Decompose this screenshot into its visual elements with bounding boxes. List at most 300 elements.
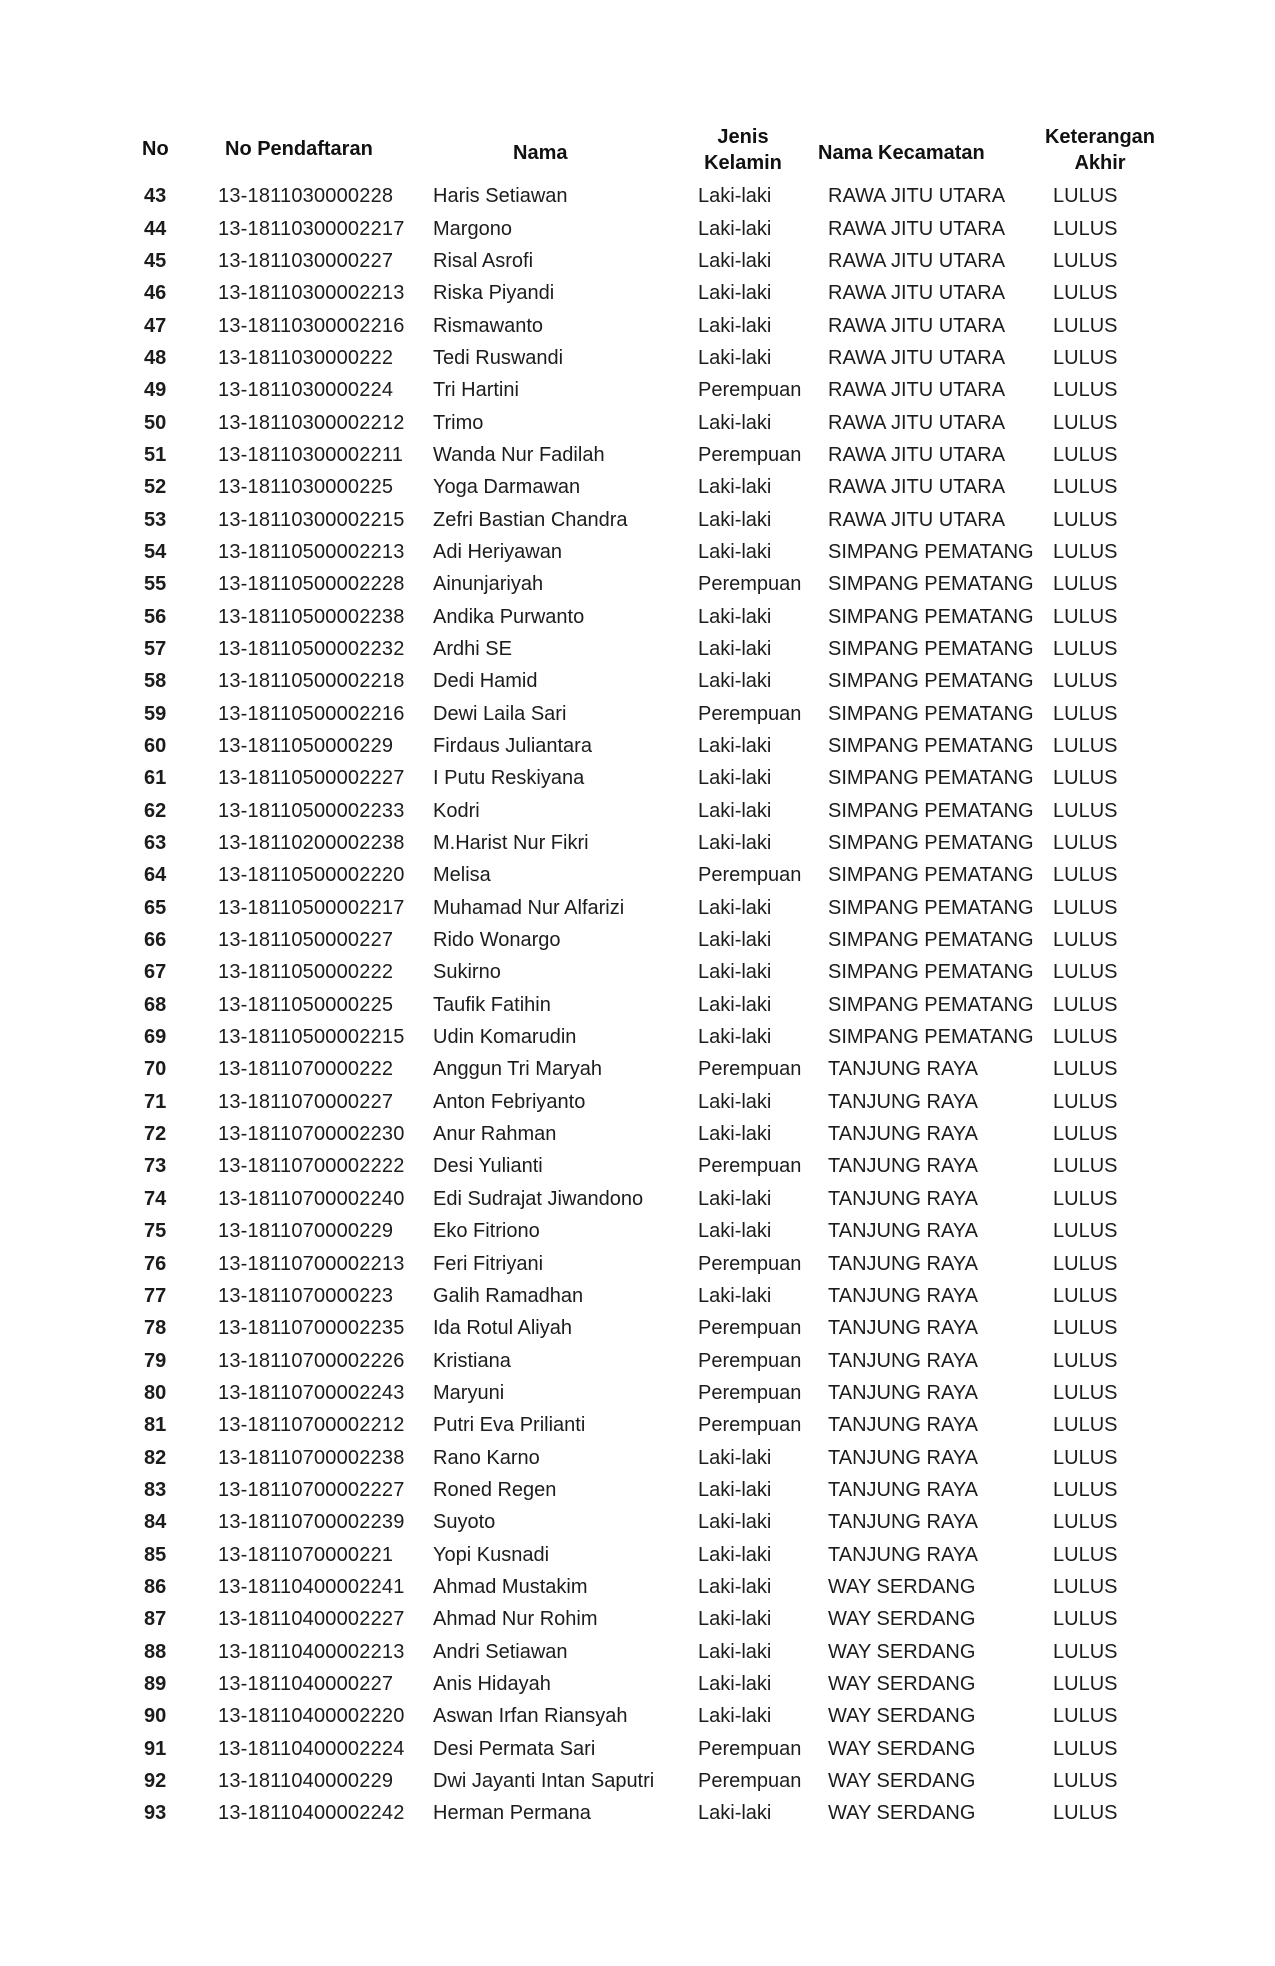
final-status-cell: LULUS (1053, 1672, 1118, 1695)
row-number-cell: 83 (144, 1478, 167, 1501)
district-name-cell: SIMPANG PEMATANG (828, 993, 1034, 1016)
row-number-cell: 80 (144, 1381, 167, 1404)
final-status-cell: LULUS (1053, 1737, 1118, 1760)
row-number-cell: 44 (144, 217, 167, 240)
header-nama: Nama (513, 142, 568, 164)
participant-name-cell: Edi Sudrajat Jiwandono (433, 1187, 644, 1210)
table-row (130, 827, 1173, 859)
participant-name-cell: Adi Heriyawan (433, 540, 562, 563)
district-name-cell: WAY SERDANG (828, 1608, 976, 1631)
gender-cell: Perempuan (698, 573, 802, 596)
district-name-cell: SIMPANG PEMATANG (828, 540, 1034, 563)
table-row (130, 439, 1173, 471)
final-status-cell: LULUS (1053, 993, 1118, 1016)
participant-name-cell: Muhamad Nur Alfarizi (433, 896, 625, 919)
table-row (130, 1183, 1173, 1215)
participant-table-body (130, 180, 1173, 1830)
final-status-cell: LULUS (1053, 1511, 1118, 1534)
table-row (130, 924, 1173, 956)
final-status-cell: LULUS (1053, 1608, 1118, 1631)
row-number-cell: 64 (144, 864, 167, 887)
registration-number-cell: 13-18110700002213 (218, 1252, 405, 1275)
row-number-cell: 89 (144, 1672, 167, 1695)
gender-cell: Laki-laki (698, 1123, 772, 1146)
participant-name-cell: Kodri (433, 799, 480, 822)
registration-number-cell: 13-18110300002213 (218, 282, 405, 305)
row-number-cell: 56 (144, 605, 167, 628)
participant-name-cell: Sukirno (433, 961, 501, 984)
gender-cell: Laki-laki (698, 929, 772, 952)
row-number-cell: 90 (144, 1705, 167, 1728)
final-status-cell: LULUS (1053, 1640, 1118, 1663)
final-status-cell: LULUS (1053, 508, 1118, 531)
participant-name-cell: Desi Yulianti (433, 1155, 543, 1178)
table-row (130, 762, 1173, 794)
gender-cell: Laki-laki (698, 1575, 772, 1598)
gender-cell: Laki-laki (698, 1511, 772, 1534)
district-name-cell: SIMPANG PEMATANG (828, 735, 1034, 758)
registration-number-cell: 13-1811040000229 (218, 1770, 394, 1793)
gender-cell: Laki-laki (698, 185, 772, 208)
registration-number-cell: 13-18110700002230 (218, 1123, 405, 1146)
district-name-cell: TANJUNG RAYA (828, 1284, 979, 1307)
row-number-cell: 87 (144, 1608, 167, 1631)
table-row (130, 1247, 1173, 1279)
registration-number-cell: 13-18110400002213 (218, 1640, 405, 1663)
participant-name-cell: Anggun Tri Maryah (433, 1058, 602, 1081)
row-number-cell: 62 (144, 799, 167, 822)
participant-name-cell: Risal Asrofi (433, 249, 534, 272)
participant-name-cell: Andri Setiawan (433, 1640, 568, 1663)
participant-name-cell: Rismawanto (433, 314, 544, 337)
district-name-cell: TANJUNG RAYA (828, 1381, 979, 1404)
gender-cell: Laki-laki (698, 735, 772, 758)
table-row (130, 1344, 1173, 1376)
gender-cell: Laki-laki (698, 249, 772, 272)
final-status-cell: LULUS (1053, 767, 1118, 790)
table-row (130, 1118, 1173, 1150)
final-status-cell: LULUS (1053, 735, 1118, 758)
table-row (130, 277, 1173, 309)
table-row (130, 1733, 1173, 1765)
participant-name-cell: Tri Hartini (433, 379, 519, 402)
registration-number-cell: 13-1811070000222 (218, 1058, 394, 1081)
table-row (130, 892, 1173, 924)
header-jenis-kelamin (688, 124, 798, 176)
row-number-cell: 46 (144, 282, 167, 305)
row-number-cell: 92 (144, 1770, 167, 1793)
final-status-cell: LULUS (1053, 896, 1118, 919)
registration-number-cell: 13-1811030000222 (218, 346, 394, 369)
participant-name-cell: Anton Febriyanto (433, 1090, 586, 1113)
table-row (130, 1215, 1173, 1247)
table-row (130, 1021, 1173, 1053)
header-jenis-kelamin-line2: Kelamin (704, 152, 782, 174)
registration-number-cell: 13-18110500002217 (218, 896, 405, 919)
gender-cell: Perempuan (698, 1349, 802, 1372)
registration-number-cell: 13-18110400002224 (218, 1737, 405, 1760)
gender-cell: Laki-laki (698, 540, 772, 563)
table-row (130, 536, 1173, 568)
gender-cell: Laki-laki (698, 993, 772, 1016)
final-status-cell: LULUS (1053, 1252, 1118, 1275)
registration-number-cell: 13-1811070000221 (218, 1543, 394, 1566)
table-row (130, 633, 1173, 665)
gender-cell: Perempuan (698, 443, 802, 466)
district-name-cell: TANJUNG RAYA (828, 1543, 979, 1566)
gender-cell: Laki-laki (698, 961, 772, 984)
row-number-cell: 82 (144, 1446, 167, 1469)
district-name-cell: RAWA JITU UTARA (828, 379, 1006, 402)
final-status-cell: LULUS (1053, 185, 1118, 208)
district-name-cell: RAWA JITU UTARA (828, 476, 1006, 499)
gender-cell: Laki-laki (698, 670, 772, 693)
table-row (130, 406, 1173, 438)
participant-name-cell: Dewi Laila Sari (433, 702, 567, 725)
district-name-cell: SIMPANG PEMATANG (828, 961, 1034, 984)
final-status-cell: LULUS (1053, 670, 1118, 693)
district-name-cell: SIMPANG PEMATANG (828, 929, 1034, 952)
row-number-cell: 88 (144, 1640, 167, 1663)
gender-cell: Laki-laki (698, 282, 772, 305)
participant-name-cell: Putri Eva Prilianti (433, 1414, 586, 1437)
district-name-cell: TANJUNG RAYA (828, 1090, 979, 1113)
row-number-cell: 57 (144, 637, 167, 660)
row-number-cell: 49 (144, 379, 167, 402)
final-status-cell: LULUS (1053, 832, 1118, 855)
district-name-cell: SIMPANG PEMATANG (828, 573, 1034, 596)
participant-name-cell: Yopi Kusnadi (433, 1543, 550, 1566)
header-nama-kecamatan: Nama Kecamatan (818, 142, 985, 164)
registration-number-cell: 13-18110500002215 (218, 1026, 405, 1049)
table-row (130, 698, 1173, 730)
row-number-cell: 60 (144, 735, 167, 758)
district-name-cell: TANJUNG RAYA (828, 1058, 979, 1081)
row-number-cell: 79 (144, 1349, 167, 1372)
final-status-cell: LULUS (1053, 1543, 1118, 1566)
district-name-cell: SIMPANG PEMATANG (828, 799, 1034, 822)
district-name-cell: TANJUNG RAYA (828, 1511, 979, 1534)
participant-name-cell: Andika Purwanto (433, 605, 585, 628)
district-name-cell: TANJUNG RAYA (828, 1446, 979, 1469)
registration-number-cell: 13-1811070000227 (218, 1090, 394, 1113)
final-status-cell: LULUS (1053, 1187, 1118, 1210)
row-number-cell: 74 (144, 1187, 167, 1210)
district-name-cell: WAY SERDANG (828, 1770, 976, 1793)
district-name-cell: SIMPANG PEMATANG (828, 767, 1034, 790)
registration-number-cell: 13-18110700002222 (218, 1155, 405, 1178)
district-name-cell: SIMPANG PEMATANG (828, 1026, 1034, 1049)
row-number-cell: 71 (144, 1090, 167, 1113)
registration-number-cell: 13-18110500002227 (218, 767, 405, 790)
gender-cell: Laki-laki (698, 314, 772, 337)
table-row (130, 568, 1173, 600)
registration-number-cell: 13-1811050000222 (218, 961, 394, 984)
registration-number-cell: 13-18110700002226 (218, 1349, 405, 1372)
final-status-cell: LULUS (1053, 1220, 1118, 1243)
district-name-cell: WAY SERDANG (828, 1705, 976, 1728)
gender-cell: Laki-laki (698, 1187, 772, 1210)
final-status-cell: LULUS (1053, 346, 1118, 369)
participant-name-cell: Anur Rahman (433, 1123, 557, 1146)
gender-cell: Perempuan (698, 1155, 802, 1178)
row-number-cell: 51 (144, 443, 167, 466)
gender-cell: Perempuan (698, 1737, 802, 1760)
table-row (130, 180, 1173, 212)
participant-name-cell: Dedi Hamid (433, 670, 538, 693)
registration-number-cell: 13-18110700002243 (218, 1381, 405, 1404)
row-number-cell: 77 (144, 1284, 167, 1307)
registration-number-cell: 13-18110700002212 (218, 1414, 405, 1437)
table-row (130, 600, 1173, 632)
registration-number-cell: 13-18110300002211 (218, 443, 404, 466)
table-row (130, 1409, 1173, 1441)
registration-number-cell: 13-18110500002216 (218, 702, 405, 725)
row-number-cell: 66 (144, 929, 167, 952)
participant-name-cell: I Putu Reskiyana (433, 767, 585, 790)
district-name-cell: SIMPANG PEMATANG (828, 637, 1034, 660)
row-number-cell: 61 (144, 767, 167, 790)
final-status-cell: LULUS (1053, 961, 1118, 984)
participant-name-cell: Udin Komarudin (433, 1026, 577, 1049)
gender-cell: Laki-laki (698, 1220, 772, 1243)
gender-cell: Laki-laki (698, 896, 772, 919)
final-status-cell: LULUS (1053, 1026, 1118, 1049)
gender-cell: Perempuan (698, 1252, 802, 1275)
row-number-cell: 75 (144, 1220, 167, 1243)
row-number-cell: 50 (144, 411, 167, 434)
table-row (130, 1474, 1173, 1506)
gender-cell: Laki-laki (698, 1026, 772, 1049)
final-status-cell: LULUS (1053, 1317, 1118, 1340)
table-row (130, 1635, 1173, 1667)
row-number-cell: 47 (144, 314, 167, 337)
district-name-cell: RAWA JITU UTARA (828, 217, 1006, 240)
district-name-cell: TANJUNG RAYA (828, 1252, 979, 1275)
participant-name-cell: Melisa (433, 864, 491, 887)
district-name-cell: RAWA JITU UTARA (828, 508, 1006, 531)
gender-cell: Perempuan (698, 1317, 802, 1340)
gender-cell: Perempuan (698, 1414, 802, 1437)
table-row (130, 730, 1173, 762)
gender-cell: Laki-laki (698, 637, 772, 660)
participant-name-cell: M.Harist Nur Fikri (433, 832, 589, 855)
final-status-cell: LULUS (1053, 411, 1118, 434)
final-status-cell: LULUS (1053, 864, 1118, 887)
final-status-cell: LULUS (1053, 929, 1118, 952)
final-status-cell: LULUS (1053, 573, 1118, 596)
registration-number-cell: 13-1811050000227 (218, 929, 394, 952)
gender-cell: Laki-laki (698, 476, 772, 499)
district-name-cell: RAWA JITU UTARA (828, 314, 1006, 337)
final-status-cell: LULUS (1053, 249, 1118, 272)
row-number-cell: 55 (144, 573, 167, 596)
district-name-cell: TANJUNG RAYA (828, 1317, 979, 1340)
gender-cell: Laki-laki (698, 1478, 772, 1501)
gender-cell: Laki-laki (698, 346, 772, 369)
registration-number-cell: 13-1811030000224 (218, 379, 394, 402)
registration-number-cell: 13-18110700002235 (218, 1317, 405, 1340)
registration-number-cell: 13-1811030000227 (218, 249, 394, 272)
table-row (130, 859, 1173, 891)
gender-cell: Laki-laki (698, 799, 772, 822)
table-row (130, 665, 1173, 697)
participant-name-cell: Anis Hidayah (433, 1672, 551, 1695)
table-row (130, 1053, 1173, 1085)
final-status-cell: LULUS (1053, 1381, 1118, 1404)
table-row (130, 374, 1173, 406)
table-row (130, 471, 1173, 503)
district-name-cell: TANJUNG RAYA (828, 1187, 979, 1210)
participant-name-cell: Zefri Bastian Chandra (433, 508, 628, 531)
table-row (130, 1441, 1173, 1473)
table-row (130, 1086, 1173, 1118)
participant-name-cell: Firdaus Juliantara (433, 735, 592, 758)
district-name-cell: WAY SERDANG (828, 1575, 976, 1598)
final-status-cell: LULUS (1053, 1478, 1118, 1501)
table-row (130, 795, 1173, 827)
registration-number-cell: 13-18110300002217 (218, 217, 405, 240)
registration-number-cell: 13-18110300002212 (218, 411, 405, 434)
final-status-cell: LULUS (1053, 799, 1118, 822)
participant-name-cell: Yoga Darmawan (433, 476, 581, 499)
registration-number-cell: 13-18110500002238 (218, 605, 405, 628)
row-number-cell: 70 (144, 1058, 167, 1081)
registration-number-cell: 13-18110700002240 (218, 1187, 405, 1210)
row-number-cell: 54 (144, 540, 167, 563)
final-status-cell: LULUS (1053, 702, 1118, 725)
registration-number-cell: 13-1811050000225 (218, 993, 394, 1016)
row-number-cell: 93 (144, 1802, 167, 1825)
gender-cell: Laki-laki (698, 832, 772, 855)
participant-name-cell: Roned Regen (433, 1478, 557, 1501)
gender-cell: Laki-laki (698, 605, 772, 628)
registration-number-cell: 13-18110300002215 (218, 508, 405, 531)
table-row (130, 212, 1173, 244)
final-status-cell: LULUS (1053, 1284, 1118, 1307)
row-number-cell: 76 (144, 1252, 167, 1275)
district-name-cell: WAY SERDANG (828, 1737, 976, 1760)
district-name-cell: SIMPANG PEMATANG (828, 864, 1034, 887)
registration-number-cell: 13-18110200002238 (218, 832, 405, 855)
table-row (130, 1765, 1173, 1797)
participant-name-cell: Ainunjariyah (433, 573, 544, 596)
registration-number-cell: 13-18110400002242 (218, 1802, 405, 1825)
header-jenis-kelamin-line1: Jenis (717, 126, 769, 148)
final-status-cell: LULUS (1053, 282, 1118, 305)
row-number-cell: 78 (144, 1317, 167, 1340)
registration-number-cell: 13-1811040000227 (218, 1672, 394, 1695)
district-name-cell: SIMPANG PEMATANG (828, 896, 1034, 919)
final-status-cell: LULUS (1053, 1414, 1118, 1437)
registration-number-cell: 13-18110700002227 (218, 1478, 405, 1501)
registration-number-cell: 13-1811050000229 (218, 735, 394, 758)
gender-cell: Laki-laki (698, 411, 772, 434)
table-row (130, 1797, 1173, 1829)
district-name-cell: SIMPANG PEMATANG (828, 702, 1034, 725)
table-row (130, 245, 1173, 277)
table-row (130, 1603, 1173, 1635)
participant-name-cell: Ahmad Mustakim (433, 1575, 588, 1598)
gender-cell: Perempuan (698, 1770, 802, 1793)
participant-name-cell: Margono (433, 217, 512, 240)
table-row (130, 989, 1173, 1021)
table-row (130, 1571, 1173, 1603)
table-row (130, 1506, 1173, 1538)
row-number-cell: 68 (144, 993, 167, 1016)
participant-name-cell: Eko Fitriono (433, 1220, 540, 1243)
registration-number-cell: 13-18110500002233 (218, 799, 405, 822)
registration-number-cell: 13-18110500002228 (218, 573, 405, 596)
table-row (130, 503, 1173, 535)
final-status-cell: LULUS (1053, 1349, 1118, 1372)
registration-number-cell: 13-18110400002220 (218, 1705, 405, 1728)
participant-name-cell: Desi Permata Sari (433, 1737, 596, 1760)
gender-cell: Laki-laki (698, 1284, 772, 1307)
district-name-cell: SIMPANG PEMATANG (828, 832, 1034, 855)
row-number-cell: 72 (144, 1123, 167, 1146)
final-status-cell: LULUS (1053, 1802, 1118, 1825)
final-status-cell: LULUS (1053, 1058, 1118, 1081)
participant-name-cell: Suyoto (433, 1511, 496, 1534)
final-status-cell: LULUS (1053, 1705, 1118, 1728)
gender-cell: Laki-laki (698, 1672, 772, 1695)
final-status-cell: LULUS (1053, 314, 1118, 337)
final-status-cell: LULUS (1053, 379, 1118, 402)
header-keterangan-line2: Akhir (1074, 152, 1126, 174)
row-number-cell: 84 (144, 1511, 167, 1534)
header-no: No (142, 138, 169, 160)
registration-number-cell: 13-18110500002213 (218, 540, 405, 563)
participant-name-cell: Dwi Jayanti Intan Saputri (433, 1770, 655, 1793)
district-name-cell: TANJUNG RAYA (828, 1220, 979, 1243)
district-name-cell: TANJUNG RAYA (828, 1414, 979, 1437)
district-name-cell: WAY SERDANG (828, 1802, 976, 1825)
table-row (130, 956, 1173, 988)
participant-name-cell: Trimo (433, 411, 484, 434)
row-number-cell: 59 (144, 702, 167, 725)
gender-cell: Perempuan (698, 379, 802, 402)
participant-name-cell: Kristiana (433, 1349, 511, 1372)
registration-number-cell: 13-18110500002232 (218, 637, 405, 660)
header-keterangan-line1: Keterangan (1044, 126, 1156, 148)
participant-name-cell: Feri Fitriyani (433, 1252, 544, 1275)
final-status-cell: LULUS (1053, 476, 1118, 499)
final-status-cell: LULUS (1053, 443, 1118, 466)
district-name-cell: TANJUNG RAYA (828, 1155, 979, 1178)
participant-name-cell: Maryuni (433, 1381, 505, 1404)
registration-number-cell: 13-1811070000229 (218, 1220, 394, 1243)
district-name-cell: WAY SERDANG (828, 1640, 976, 1663)
final-status-cell: LULUS (1053, 637, 1118, 660)
row-number-cell: 58 (144, 670, 167, 693)
gender-cell: Laki-laki (698, 1705, 772, 1728)
final-status-cell: LULUS (1053, 1155, 1118, 1178)
registration-number-cell: 13-18110400002241 (218, 1575, 405, 1598)
final-status-cell: LULUS (1053, 540, 1118, 563)
district-name-cell: RAWA JITU UTARA (828, 282, 1006, 305)
row-number-cell: 52 (144, 476, 167, 499)
district-name-cell: RAWA JITU UTARA (828, 411, 1006, 434)
gender-cell: Perempuan (698, 702, 802, 725)
gender-cell: Perempuan (698, 1381, 802, 1404)
row-number-cell: 86 (144, 1575, 167, 1598)
gender-cell: Laki-laki (698, 1543, 772, 1566)
participant-name-cell: Tedi Ruswandi (433, 346, 564, 369)
registration-number-cell: 13-18110400002227 (218, 1608, 405, 1631)
final-status-cell: LULUS (1053, 1123, 1118, 1146)
row-number-cell: 53 (144, 508, 167, 531)
